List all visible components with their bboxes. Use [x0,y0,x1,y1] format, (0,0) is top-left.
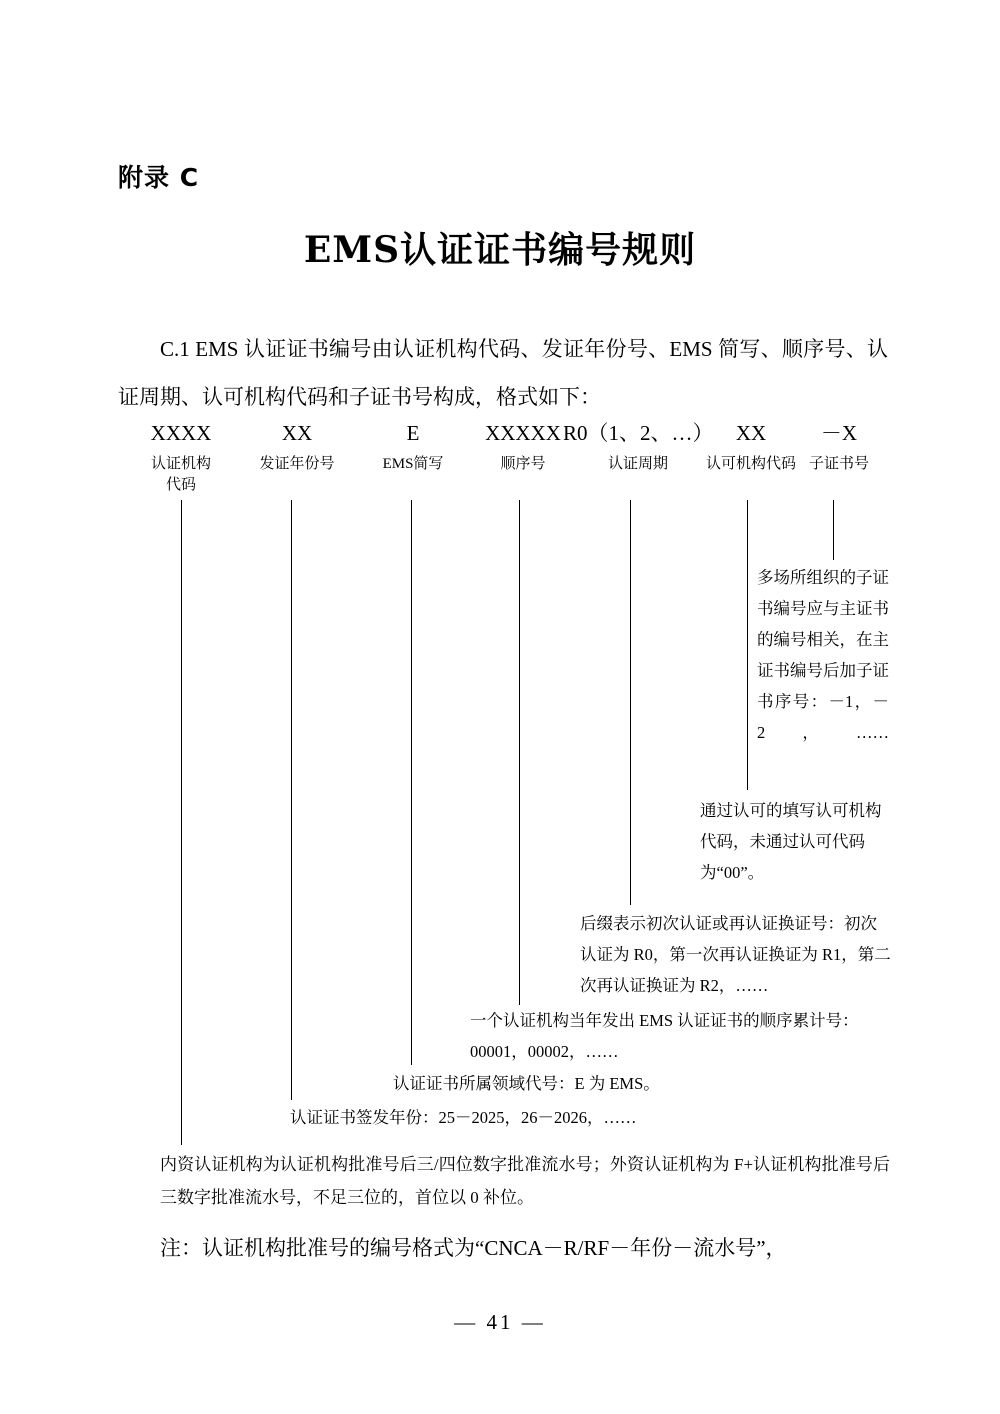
field-desc: 认证周期 [607,456,668,472]
leader-line-issue-year [291,500,292,1100]
appendix-label: 附录 C [118,163,200,192]
field-code: R0（1、2、…） [563,421,714,445]
field-code: XXXX [150,421,212,445]
leader-line-sequence-number [519,500,520,1005]
field-ems-abbr [352,420,474,475]
leader-line-certification-body-code [181,500,182,1145]
bottom-paragraph: 内资认证机构为认证机构批准号后三/四位数字批准流水号；外资认证机构为 F+认证机构批准号后三数字批准流水号，不足三位的，首位以 0 补位。 [160,1155,890,1207]
field-desc: 认证机构 代码 [150,456,211,493]
field-code: XX [735,421,767,445]
annotation-sequence-number: 一个认证机构当年发出 EMS 认证证书的顺序累计号：00001，00002，…… [470,1011,859,1061]
page-title: EMS认证证书编号规则 [303,229,697,271]
field-sub-certificate-number [778,420,900,475]
field-code: XX [281,421,313,445]
final-note: 注：认证机构批准号的编号格式为“CNCA－R/RF－年份－流水号”， [160,1236,787,1260]
annotation-sub-certificate: 多场所组织的子证书编号应与主证书的编号相关，在主证书编号后加子证书序号：－1，－2，…… [757,568,889,742]
leader-line-certification-cycle [630,500,631,905]
field-code: E [406,421,420,445]
intro-paragraph: C.1 EMS 认证证书编号由认证机构代码、发证年份号、EMS 简写、顺序号、认证周期、认可机构代码和子证书号构成，格式如下： [118,337,888,409]
field-desc: 认可机构代码 [705,456,796,472]
leader-line-sub-certificate-number [833,500,834,560]
page-number: — 41 — [454,1310,546,1334]
field-certification-body-code [120,420,242,496]
field-code: －X [820,421,858,445]
field-issue-year [236,420,358,475]
field-desc: 发证年份号 [259,456,335,472]
field-desc: EMS简写 [382,456,444,472]
field-code: XXXXX [485,421,561,445]
annotation-issue-year: 认证证书签发年份：25－2025，26－2026，…… [290,1108,637,1127]
annotation-ems-field: 认证证书所属领域代号：E 为 EMS。 [393,1074,660,1093]
annotation-accreditation: 通过认可的填写认可机构代码，未通过认可代码为“00”。 [700,801,882,882]
field-desc: 顺序号 [500,456,546,472]
annotation-certification-cycle: 后缀表示初次认证或再认证换证号：初次认证为 R0，第一次再认证换证为 R1，第二次再认证换证为 R2，…… [580,914,891,995]
field-desc: 子证书号 [808,456,869,472]
leader-line-ems-abbr [411,500,412,1065]
leader-line-accreditation-body-code [747,500,748,790]
